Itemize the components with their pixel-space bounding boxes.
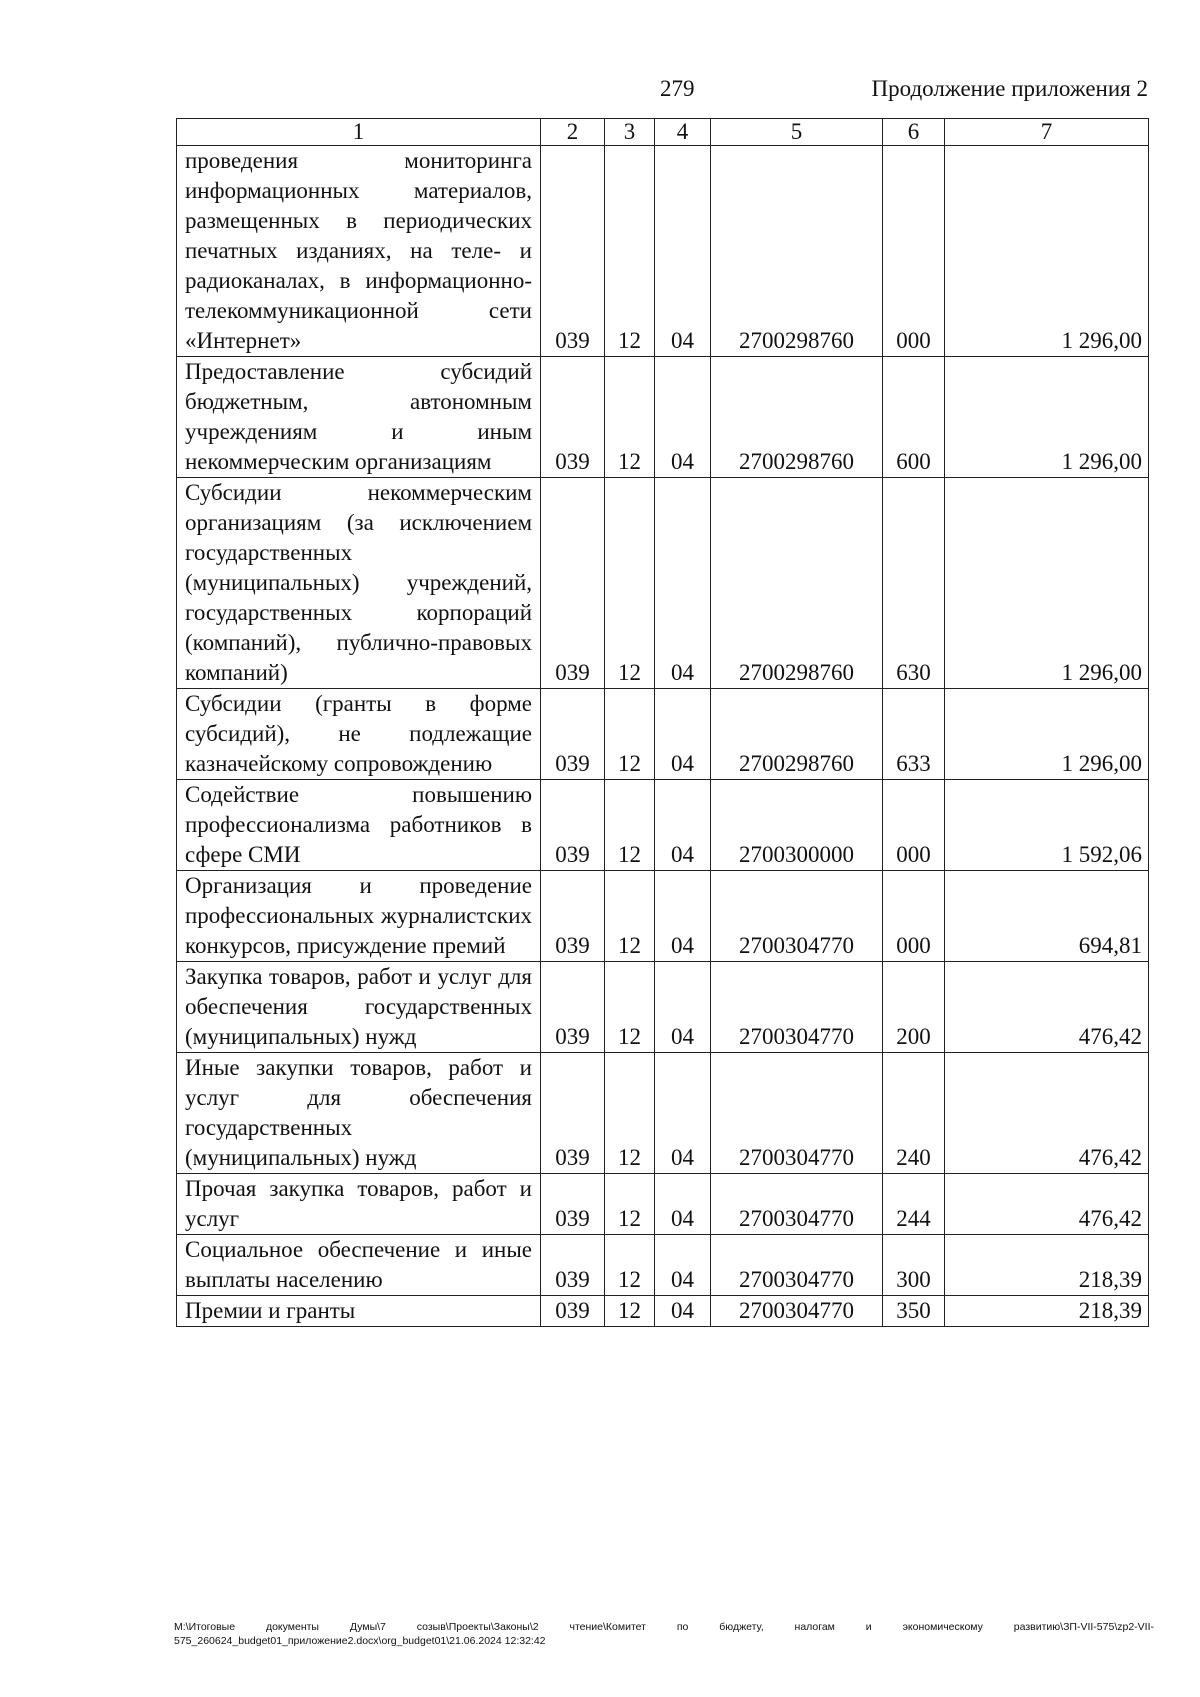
table-row bbox=[177, 871, 1149, 962]
row-description: Субсидии (гранты в форме субсидий), не подлежащие казначейскому сопровождению bbox=[177, 689, 541, 780]
section-cell: 12 bbox=[605, 1053, 655, 1174]
table-row bbox=[177, 478, 1149, 689]
subsection-cell: 04 bbox=[655, 1174, 711, 1235]
admin-code-cell: 039 bbox=[541, 871, 605, 962]
subsection-cell: 04 bbox=[655, 146, 711, 357]
target-article-cell: 2700304770 bbox=[711, 1174, 883, 1235]
subsection-cell: 04 bbox=[655, 780, 711, 871]
admin-code-cell: 039 bbox=[541, 780, 605, 871]
table-row bbox=[177, 962, 1149, 1053]
row-description: Закупка товаров, работ и услуг для обеспечения государственных (муниципальных) нужд bbox=[177, 962, 541, 1053]
subsection-cell: 04 bbox=[655, 1296, 711, 1327]
row-description: Содействие повышению профессионализма работников в сфере СМИ bbox=[177, 780, 541, 871]
admin-code-cell: 039 bbox=[541, 1053, 605, 1174]
amount-cell: 1 296,00 bbox=[945, 357, 1149, 478]
target-article-cell: 2700300000 bbox=[711, 780, 883, 871]
column-header: 4 bbox=[655, 119, 711, 146]
amount-cell: 218,39 bbox=[945, 1296, 1149, 1327]
target-article-cell: 2700304770 bbox=[711, 871, 883, 962]
section-cell: 12 bbox=[605, 962, 655, 1053]
section-cell: 12 bbox=[605, 357, 655, 478]
admin-code-cell: 039 bbox=[541, 1296, 605, 1327]
target-article-cell: 2700304770 bbox=[711, 1053, 883, 1174]
target-article-cell: 2700304770 bbox=[711, 1296, 883, 1327]
table-body bbox=[177, 119, 1149, 1327]
subsection-cell: 04 bbox=[655, 1053, 711, 1174]
target-article-cell: 2700298760 bbox=[711, 357, 883, 478]
amount-cell: 1 296,00 bbox=[945, 478, 1149, 689]
table-row bbox=[177, 1235, 1149, 1296]
subsection-cell: 04 bbox=[655, 871, 711, 962]
admin-code-cell: 039 bbox=[541, 478, 605, 689]
amount-cell: 218,39 bbox=[945, 1235, 1149, 1296]
column-header: 3 bbox=[605, 119, 655, 146]
amount-cell: 476,42 bbox=[945, 1174, 1149, 1235]
page-number: 279 bbox=[660, 76, 695, 101]
column-header: 1 bbox=[177, 119, 541, 146]
expense-type-cell: 000 bbox=[883, 146, 945, 357]
admin-code-cell: 039 bbox=[541, 357, 605, 478]
table-row bbox=[177, 689, 1149, 780]
table-row bbox=[177, 357, 1149, 478]
table-row bbox=[177, 780, 1149, 871]
target-article-cell: 2700298760 bbox=[711, 689, 883, 780]
subsection-cell: 04 bbox=[655, 689, 711, 780]
subsection-cell: 04 bbox=[655, 478, 711, 689]
column-header: 2 bbox=[541, 119, 605, 146]
amount-cell: 694,81 bbox=[945, 871, 1149, 962]
amount-cell: 476,42 bbox=[945, 1053, 1149, 1174]
admin-code-cell: 039 bbox=[541, 146, 605, 357]
row-description: Предоставление субсидий бюджетным, автономным учреждениям и иным некоммерческим организациям bbox=[177, 357, 541, 478]
section-cell: 12 bbox=[605, 689, 655, 780]
expense-type-cell: 633 bbox=[883, 689, 945, 780]
section-cell: 12 bbox=[605, 780, 655, 871]
amount-cell: 1 592,06 bbox=[945, 780, 1149, 871]
expense-type-cell: 000 bbox=[883, 780, 945, 871]
table-row bbox=[177, 1296, 1149, 1327]
expense-type-cell: 240 bbox=[883, 1053, 945, 1174]
section-cell: 12 bbox=[605, 1296, 655, 1327]
row-description: Социальное обеспечение и иные выплаты населению bbox=[177, 1235, 541, 1296]
expense-type-cell: 300 bbox=[883, 1235, 945, 1296]
expense-type-cell: 600 bbox=[883, 357, 945, 478]
section-cell: 12 bbox=[605, 871, 655, 962]
section-cell: 12 bbox=[605, 478, 655, 689]
target-article-cell: 2700304770 bbox=[711, 1235, 883, 1296]
expense-type-cell: 350 bbox=[883, 1296, 945, 1327]
table-row bbox=[177, 1053, 1149, 1174]
column-header: 7 bbox=[945, 119, 1149, 146]
row-description: Субсидии некоммерческим организациям (за исключением государственных (муниципальных) учреждений, государственных корпораций (компаний), публично-правовых компаний) bbox=[177, 478, 541, 689]
section-cell: 12 bbox=[605, 1174, 655, 1235]
target-article-cell: 2700298760 bbox=[711, 478, 883, 689]
table-header-row bbox=[177, 119, 1149, 146]
subsection-cell: 04 bbox=[655, 962, 711, 1053]
admin-code-cell: 039 bbox=[541, 962, 605, 1053]
admin-code-cell: 039 bbox=[541, 689, 605, 780]
expense-type-cell: 000 bbox=[883, 871, 945, 962]
target-article-cell: 2700304770 bbox=[711, 962, 883, 1053]
row-description: проведения мониторинга информационных материалов, размещенных в периодических печатных изданиях, на теле- и радиоканалах, в информационно-телекоммуникационной сети «Интернет» bbox=[177, 146, 541, 357]
continuation-label: Продолжение приложения 2 bbox=[871, 76, 1148, 101]
target-article-cell: 2700298760 bbox=[711, 146, 883, 357]
column-header: 6 bbox=[883, 119, 945, 146]
subsection-cell: 04 bbox=[655, 1235, 711, 1296]
expense-type-cell: 244 bbox=[883, 1174, 945, 1235]
subsection-cell: 04 bbox=[655, 357, 711, 478]
admin-code-cell: 039 bbox=[541, 1174, 605, 1235]
amount-cell: 1 296,00 bbox=[945, 146, 1149, 357]
column-header: 5 bbox=[711, 119, 883, 146]
amount-cell: 476,42 bbox=[945, 962, 1149, 1053]
table-row bbox=[177, 146, 1149, 357]
budget-table bbox=[176, 118, 1149, 1327]
amount-cell: 1 296,00 bbox=[945, 689, 1149, 780]
file-path-footer: M:\Итоговые документы Думы\7 созыв\Проекты\Законы\2 чтение\Комитет по бюджету, налогам и экономическому развитию\ЗП-VII-575\zp2-VII-575_260624_budget01_приложение2.docx\org_budget01\21.06.2024 12:32:42 bbox=[174, 1621, 1154, 1647]
row-description: Прочая закупка товаров, работ и услуг bbox=[177, 1174, 541, 1235]
admin-code-cell: 039 bbox=[541, 1235, 605, 1296]
expense-type-cell: 630 bbox=[883, 478, 945, 689]
row-description: Премии и гранты bbox=[177, 1296, 541, 1327]
section-cell: 12 bbox=[605, 1235, 655, 1296]
row-description: Организация и проведение профессиональных журналистских конкурсов, присуждение премий bbox=[177, 871, 541, 962]
table-row bbox=[177, 1174, 1149, 1235]
section-cell: 12 bbox=[605, 146, 655, 357]
row-description: Иные закупки товаров, работ и услуг для обеспечения государственных (муниципальных) нужд bbox=[177, 1053, 541, 1174]
expense-type-cell: 200 bbox=[883, 962, 945, 1053]
